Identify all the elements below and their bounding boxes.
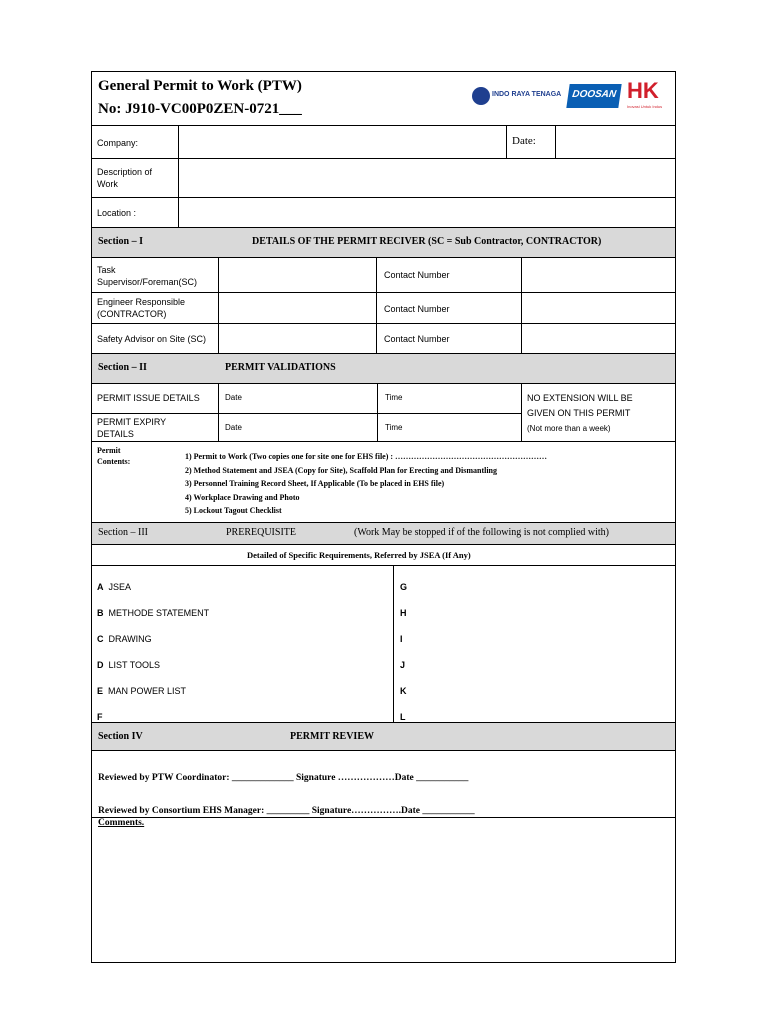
contact-number-field-2[interactable] [523, 294, 673, 321]
section-2-header [92, 353, 675, 383]
requirement-item[interactable]: L [400, 712, 406, 722]
safety-advisor-label: Safety Advisor on Site (SC) [97, 334, 207, 344]
section-4-title: PERMIT REVIEW [290, 731, 374, 742]
contact-number-label-1: Contact Number [384, 270, 450, 280]
requirement-item[interactable]: G [400, 582, 408, 592]
requirements-right-list [400, 574, 407, 730]
requirement-item[interactable]: B METHODE STATEMENT [97, 608, 210, 618]
requirement-item[interactable]: I [400, 634, 403, 644]
requirement-item[interactable]: E MAN POWER LIST [97, 686, 187, 696]
permit-contents-label: Permit Contents: [97, 446, 131, 466]
permit-expiry-label: PERMIT EXPIRY DETAILS [97, 417, 167, 439]
contents-item: 4) Workplace Drawing and Photo [185, 492, 300, 502]
permit-number: No: J910-VC00P0ZEN-0721___ [98, 101, 302, 117]
permit-issue-label: PERMIT ISSUE DETAILS [97, 393, 200, 403]
requirement-item[interactable]: C DRAWING [97, 634, 152, 644]
contact-number-label-2: Contact Number [384, 304, 450, 314]
ehs-manager-review: Reviewed by Consortium EHS Manager: _________ Signature…………….Date ___________ [98, 806, 475, 816]
expiry-date-label: Date [225, 423, 242, 432]
indo-raya-tenaga-logo: INDO RAYA TENAGA [472, 86, 562, 108]
no-extension-note: NO EXTENSION WILL BE GIVEN ON THIS PERMIT (Not more than a week) [527, 393, 633, 433]
section-3-note: (Work May be stopped if of the following is not complied with) [354, 527, 609, 538]
engineer-label: Engineer Responsible (CONTRACTOR) [97, 297, 186, 319]
section-1-title: DETAILS OF THE PERMIT RECIVER (SC = Sub Contractor, CONTRACTOR) [252, 236, 602, 247]
form-title: General Permit to Work (PTW) [98, 78, 302, 94]
contact-number-field-1[interactable] [523, 259, 673, 290]
issue-date-label: Date [225, 393, 242, 402]
engineer-field[interactable] [220, 294, 374, 321]
date-field[interactable] [558, 128, 672, 156]
section-4-header [92, 722, 675, 750]
hk-logo: HK Inovasi Untuk Indus [627, 78, 663, 109]
requirement-item[interactable]: D LIST TOOLS [97, 660, 161, 670]
requirement-item[interactable]: A JSEA [97, 582, 132, 592]
company-label: Company: [97, 138, 139, 148]
task-supervisor-label: Task Supervisor/Foreman(SC) [97, 265, 198, 287]
contents-item: 2) Method Statement and JSEA (Copy for Site), Scaffold Plan for Erecting and Dismantling [185, 465, 498, 475]
section-3-title: PREREQUISITE [226, 527, 296, 538]
description-label: Description of Work [97, 167, 153, 189]
contact-number-field-3[interactable] [523, 325, 673, 351]
section-3-label: Section – III [98, 527, 148, 538]
section-2-title: PERMIT VALIDATIONS [225, 362, 336, 373]
location-field[interactable] [180, 199, 672, 226]
requirement-item[interactable]: H [400, 608, 407, 618]
requirement-item[interactable]: F [97, 712, 103, 722]
company-field[interactable] [180, 128, 502, 156]
expiry-time-label: Time [385, 423, 403, 432]
contents-item: 3) Personnel Training Record Sheet, If Applicable (To be placed in EHS file) [185, 479, 445, 488]
permit-contents-list [185, 450, 547, 518]
section-3-subtitle: Detailed of Specific Requirements, Referred by JSEA (If Any) [247, 550, 471, 560]
irt-circle-icon [472, 87, 490, 105]
issue-time-label: Time [385, 393, 403, 402]
doosan-logo: DOOSAN [566, 84, 621, 108]
description-field[interactable] [180, 160, 672, 196]
date-label: Date: [512, 135, 536, 147]
requirement-item[interactable]: K [400, 686, 407, 696]
section-2-label: Section – II [98, 362, 147, 373]
section-1-label: Section – I [98, 236, 143, 247]
comments-field[interactable] [94, 832, 672, 960]
comments-label: Comments. [98, 818, 145, 828]
location-label: Location : [97, 208, 137, 218]
permit-form [91, 71, 676, 963]
contents-item: 5) Lockout Tagout Checklist [185, 506, 282, 515]
section-4-label: Section IV [98, 731, 143, 742]
contact-number-label-3: Contact Number [384, 334, 450, 344]
requirement-item[interactable]: J [400, 660, 406, 670]
requirements-left-list [97, 574, 209, 730]
ptw-coordinator-review: Reviewed by PTW Coordinator: _____________ Signature ………………Date ___________ [98, 773, 469, 783]
safety-advisor-field[interactable] [220, 325, 374, 351]
task-supervisor-field[interactable] [220, 259, 374, 290]
contents-item: 1) Permit to Work (Two copies one for site one for EHS file) : ………………………………………………… [185, 452, 548, 461]
